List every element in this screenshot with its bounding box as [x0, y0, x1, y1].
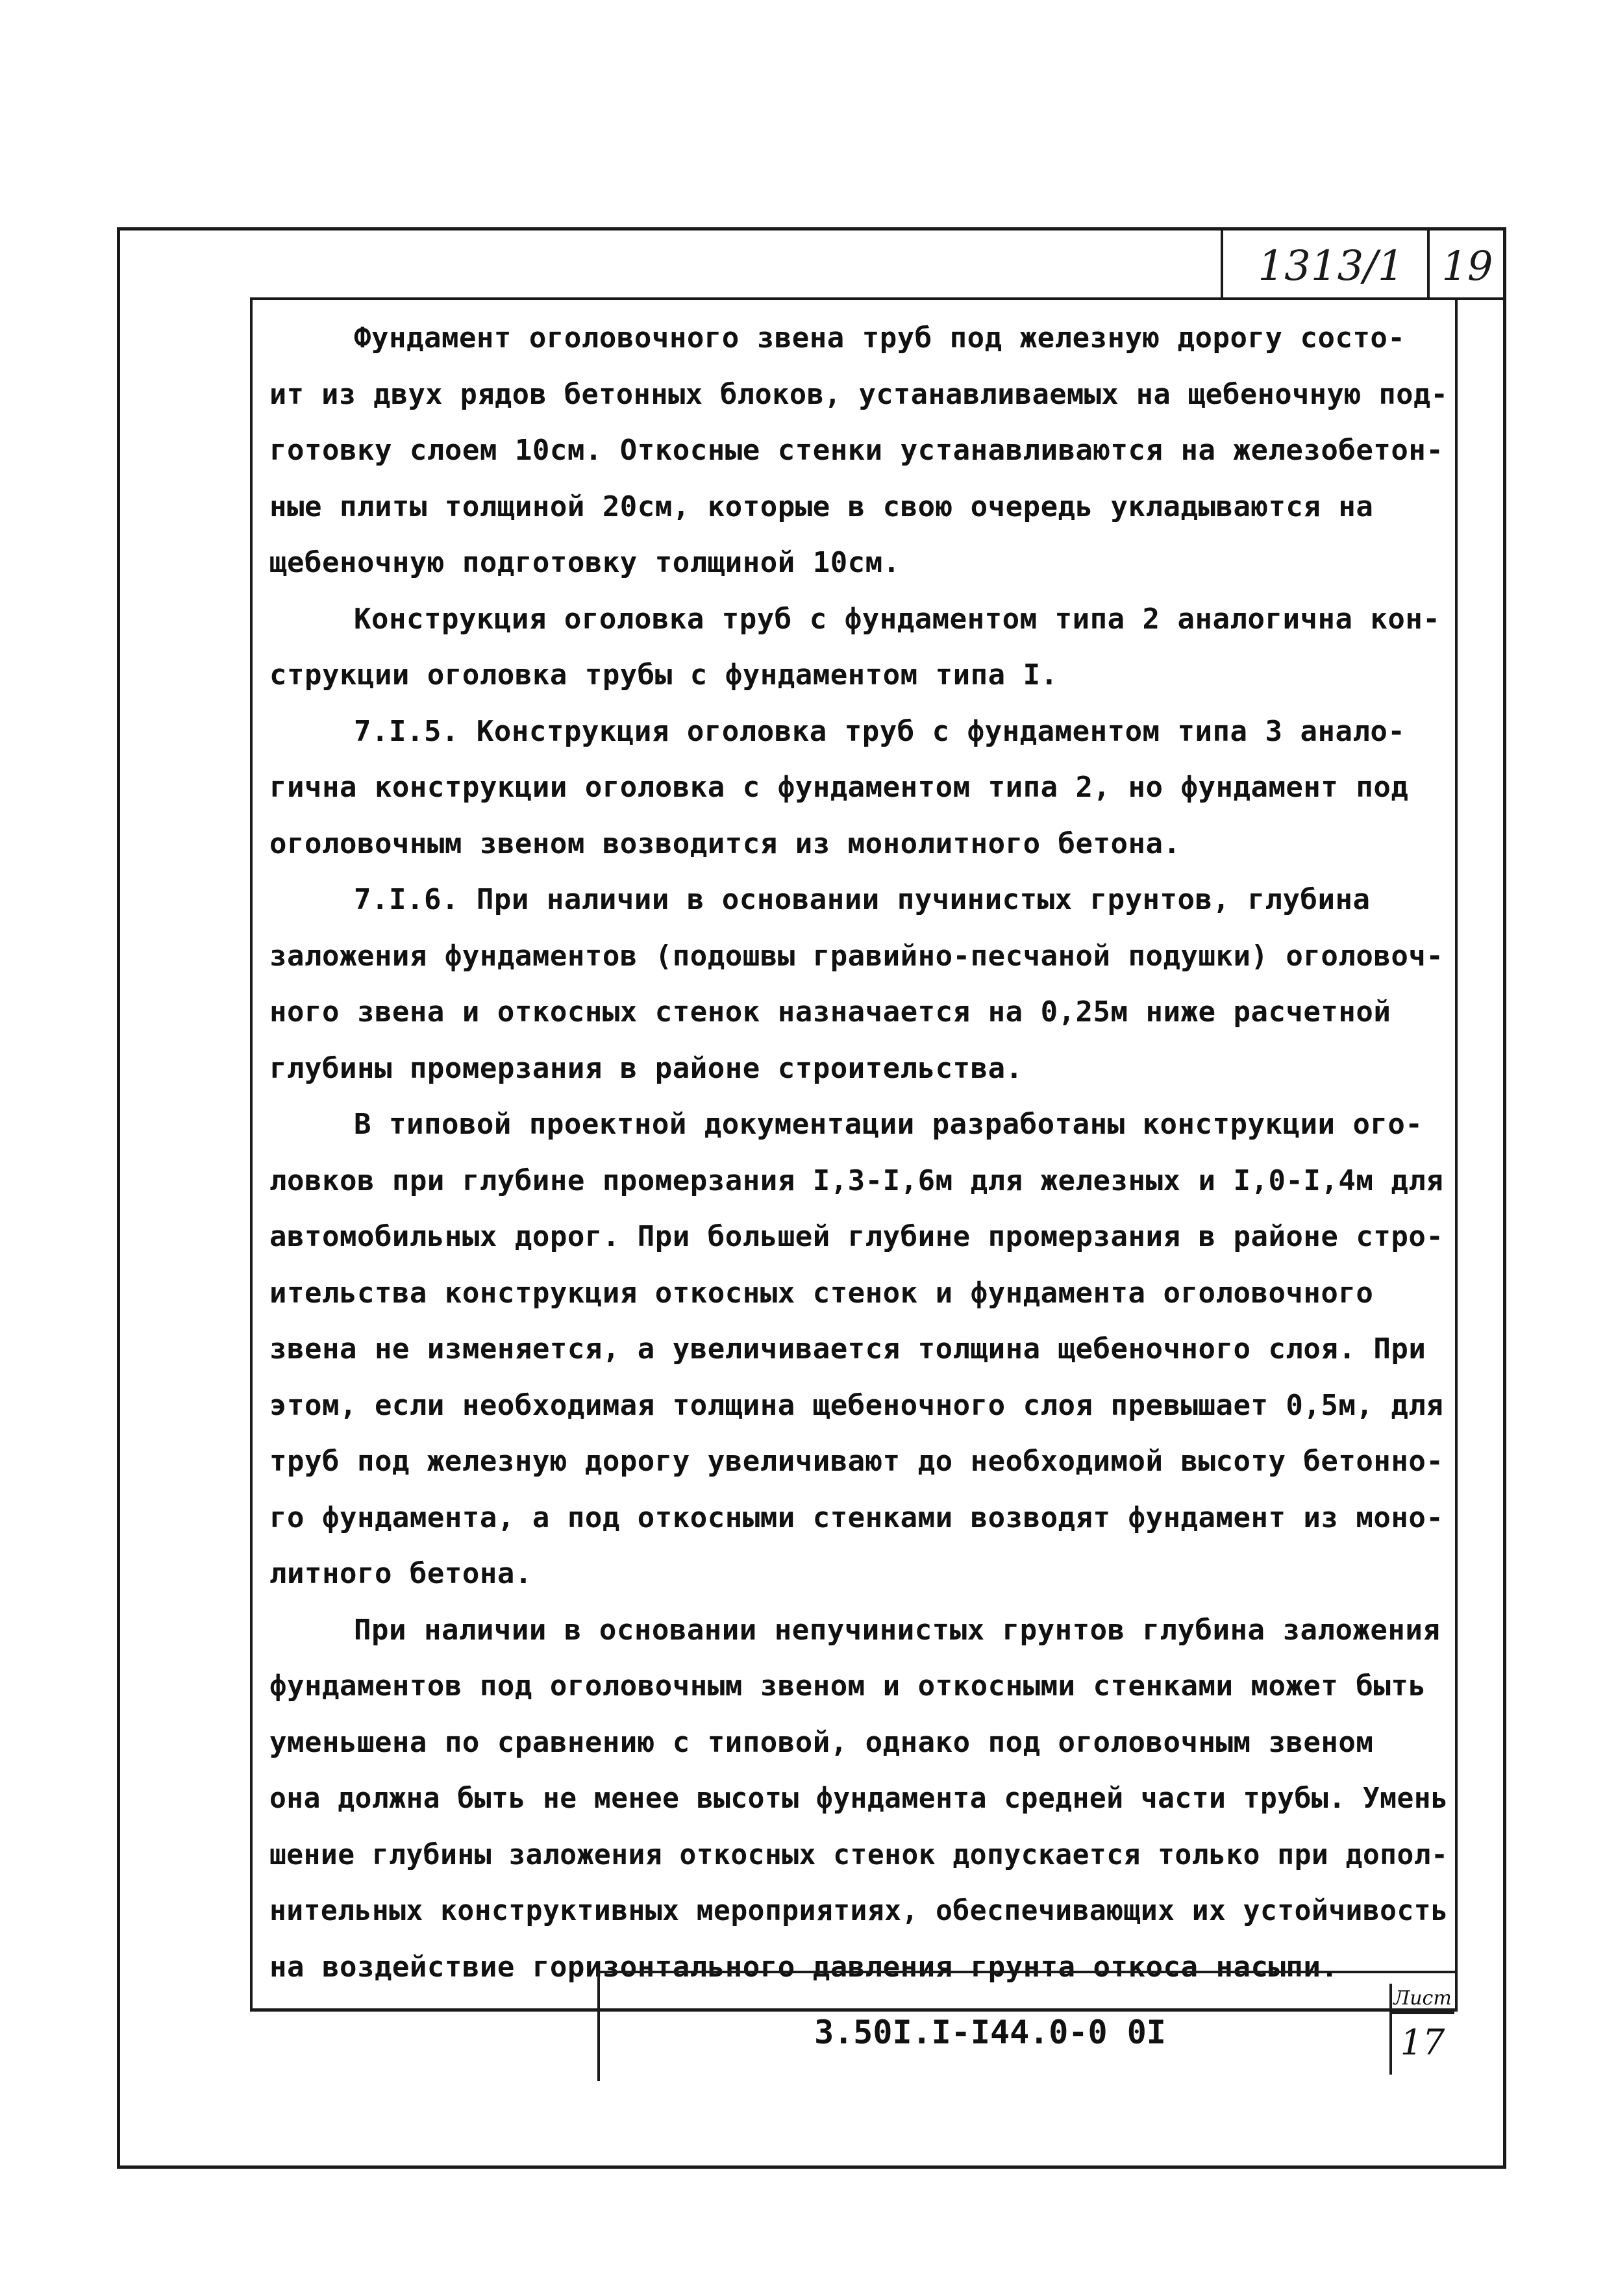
text-line: ные плиты толщиной 20см, которые в свою очередь укладываются на [269, 490, 1374, 523]
text-line: В типовой проектной документации разработаны конструкции ого- [354, 1108, 1423, 1141]
text-line: ительства конструкция откосных стенок и фундамента оголовочного [269, 1276, 1374, 1310]
corner-stamp-divider [1427, 229, 1430, 300]
text-line: уменьшена по сравнению с типовой, однако под оголовочным звеном [269, 1725, 1374, 1759]
text-line: Конструкция оголовка труб с фундаментом типа 2 аналогична кон- [354, 602, 1441, 636]
text-line: труб под железную дорогу увеличивают до необходимой высоту бетонно- [269, 1445, 1444, 1478]
text-line: на воздействие горизонтального давления грунта откоса насыпи. [269, 1950, 1339, 1984]
sheet-number: 17 [1400, 2022, 1445, 2063]
text-line: ловков при глубине промерзания I,3-I,6м для железных и I,0-I,4м для [269, 1164, 1444, 1197]
text-line: глубины промерзания в районе строительства. [269, 1051, 1023, 1085]
body-text [269, 310, 1448, 1995]
paragraph-3 [269, 704, 1448, 873]
text-line: фундаментов под оголовочным звеном и откосными стенками может быть [269, 1669, 1426, 1703]
text-line: ного звена и откосных стенок назначается на 0,25м ниже расчетной [269, 995, 1391, 1029]
text-line: щебеночную подготовку толщиной 10см. [269, 546, 901, 579]
text-line: гична конструкции оголовка с фундаментом типа 2, но фундамент под [269, 771, 1409, 804]
text-line: го фундамента, а под откосными стенками возводят фундамент из моно- [269, 1501, 1444, 1534]
text-line: При наличии в основании непучинистых грунтов глубина заложения [354, 1613, 1441, 1647]
text-line: 7.I.5. Конструкция оголовка труб с фундаментом типа 3 анало- [354, 714, 1406, 748]
text-line: заложения фундаментов (подошвы гравийно-песчаной подушки) оголовоч- [269, 939, 1444, 973]
album-page-number: 19 [1441, 242, 1493, 290]
text-line: Фундамент оголовочного звена труб под железную дорогу состо- [354, 321, 1406, 355]
album-number: 1313/1 [1258, 242, 1404, 290]
sheet-label: Лист [1393, 1987, 1452, 2010]
paragraph-2 [269, 592, 1448, 704]
text-line: литного бетона. [269, 1557, 532, 1590]
paragraph-5 [269, 1097, 1448, 1603]
text-line: ит из двух рядов бетонных блоков, устанавливаемых на щебеночную под- [269, 377, 1449, 411]
text-line: автомобильных дорог. При большей глубине промерзания в районе стро- [269, 1220, 1444, 1253]
paragraph-1 [269, 310, 1448, 592]
paragraph-4 [269, 872, 1448, 1097]
text-line: 7.I.6. При наличии в основании пучинистых грунтов, глубина [354, 883, 1371, 916]
text-line: звена не изменяется, а увеличивается толщина щебеночного слоя. При [269, 1332, 1426, 1366]
text-line: она должна быть не менее высоты фундамента средней части трубы. Умень [269, 1782, 1449, 1815]
text-line: готовку слоем 10см. Откосные стенки устанавливаются на железобетон- [269, 434, 1444, 467]
paragraph-6 [269, 1603, 1448, 1996]
document-designation: 3.50I.I-I44.0-0 0I [814, 2014, 1166, 2051]
text-line: оголовочным звеном возводится из монолитного бетона. [269, 827, 1181, 860]
text-line: шение глубины заложения откосных стенок допускается только при допол- [269, 1838, 1449, 1871]
text-line: этом, если необходимая толщина щебеночного слоя превышает 0,5м, для [269, 1388, 1444, 1422]
text-line: нительных конструктивных мероприятиях, обеспечивающих их устойчивость [269, 1894, 1449, 1927]
sheet-box-divider [1389, 2012, 1454, 2014]
text-line: струкции оголовка трубы с фундаментом типа I. [269, 658, 1058, 692]
